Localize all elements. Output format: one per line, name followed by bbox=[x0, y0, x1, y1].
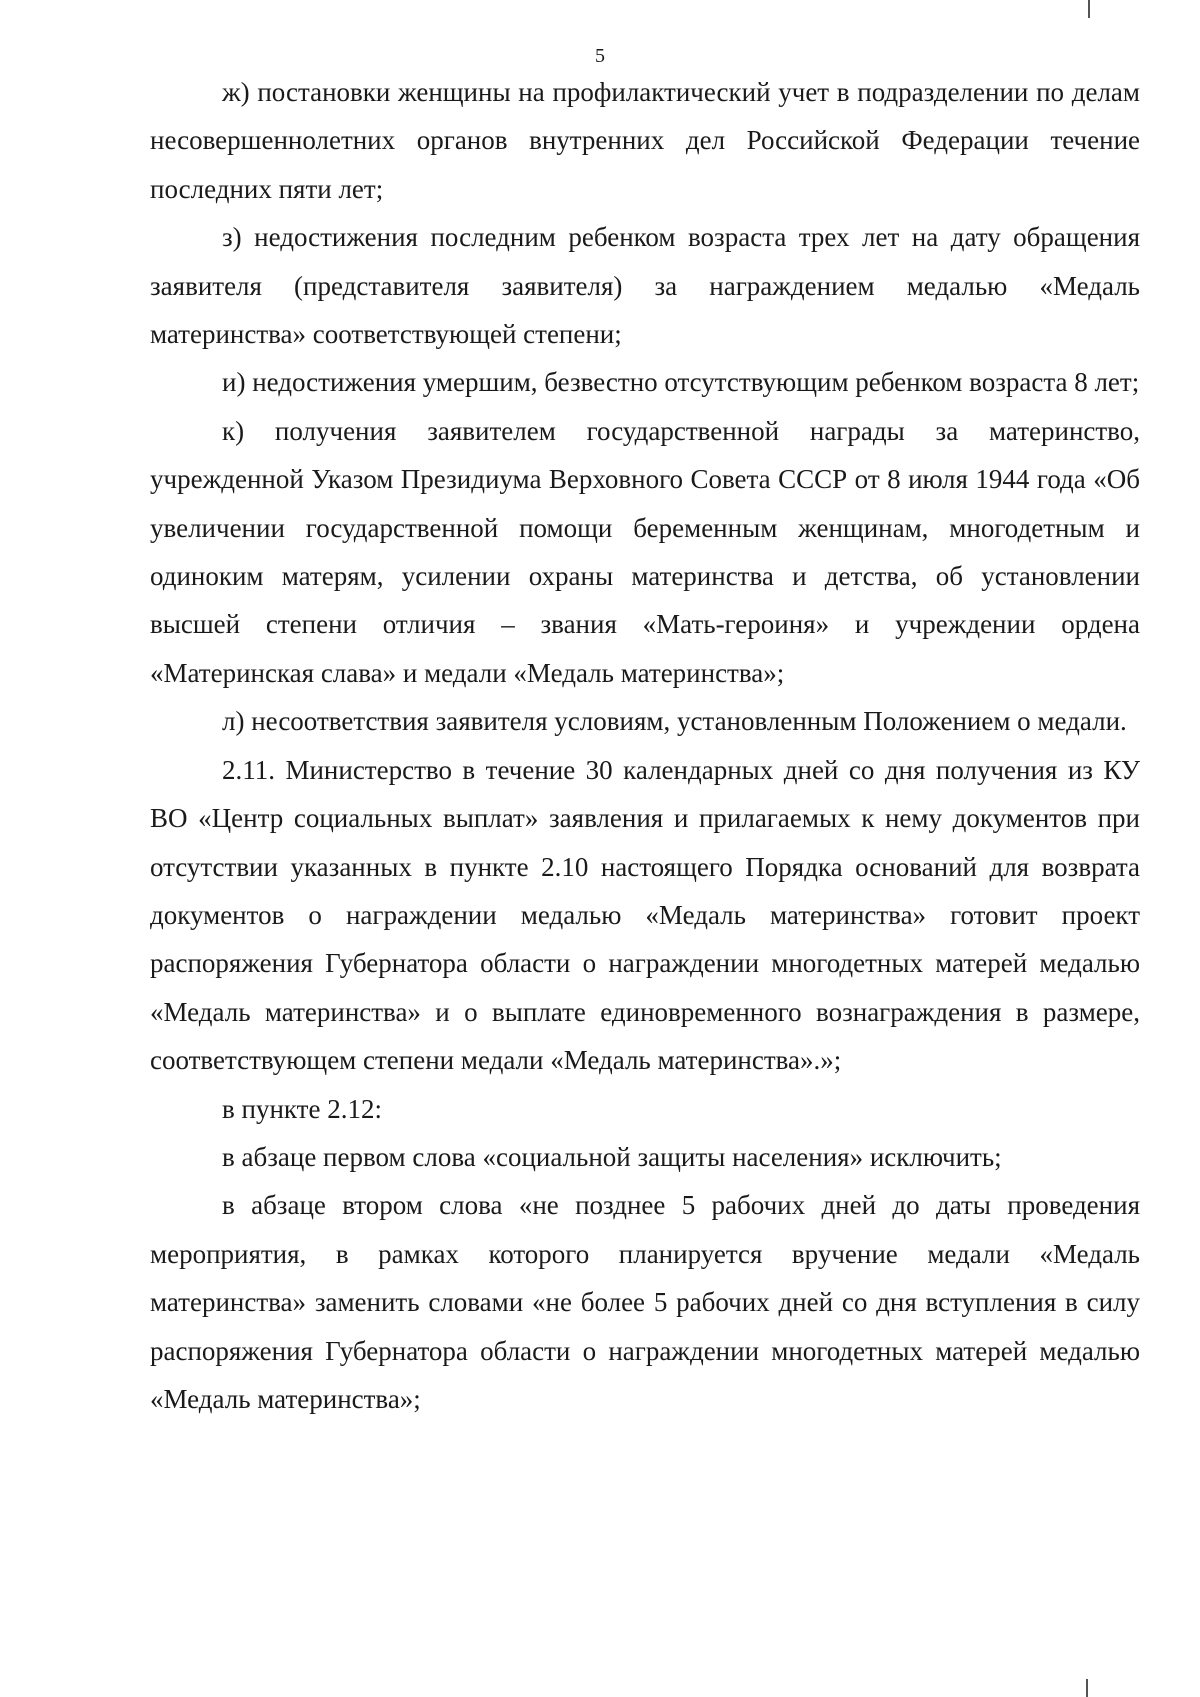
paragraph-item-z: з) недостижения последним ребенком возраста трех лет на дату обращения заявителя (представителя заявителя) за награждением медалью «Медаль материнства» соответствующей степени; bbox=[150, 222, 1140, 350]
paragraph-clause-2-12-intro: в пункте 2.12: bbox=[222, 1093, 382, 1124]
page-number: 5 bbox=[595, 45, 605, 67]
paragraph-item-k: к) получения заявителем государственной награды за материнство, учрежденной Указом Президиума Верховного Совета СССР от 8 июля 1944 года «Об увеличении государственной помощи беременным женщинам, многодетным и одиноким матерям, усилении охраны материнства и детства, об установлении высшей степени отличия – звания «Мать-героиня» и учреждении ордена «Материнская слава» и медали «Медаль материнства»; bbox=[150, 415, 1140, 688]
paragraph-clause-2-11: 2.11. Министерство в течение 30 календарных дней со дня получения из КУ ВО «Центр социальных выплат» заявления и прилагаемых к нему документов при отсутствии указанных в пункте 2.10 настоящего Порядка оснований для возврата документов о награждении медалью «Медаль материнства» готовит проект распоряжения Губернатора области о награждении многодетных матерей медалью «Медаль материнства» и о выплате единовременного вознаграждения в размере, соответствующем степени медали «Медаль материнства».»; bbox=[150, 754, 1140, 1076]
paragraph-item-i: и) недостижения умершим, безвестно отсутствующим ребенком возраста 8 лет; bbox=[222, 367, 1140, 398]
paragraph-clause-2-12-second: в абзаце втором слова «не позднее 5 рабочих дней до даты проведения мероприятия, в рамках которого планируется вручение медали «Медаль материнства» заменить словами «не более 5 рабочих дней со дня вступления в силу распоряжения Губернатора области о награждении многодетных матерей медалью «Медаль материнства»; bbox=[150, 1190, 1140, 1414]
paragraph-item-zh: ж) постановки женщины на профилактический учет в подразделении по делам несовершеннолетних органов внутренних дел Российской Федерации течение последних пяти лет; bbox=[150, 77, 1140, 204]
scan-edge-mark-top bbox=[1088, 0, 1090, 18]
document-body bbox=[150, 68, 1140, 1423]
scan-edge-mark-bottom bbox=[1086, 1679, 1088, 1697]
paragraph-clause-2-12-first: в абзаце первом слова «социальной защиты населения» исключить; bbox=[222, 1141, 1002, 1172]
paragraph-item-l: л) несоответствия заявителя условиям, установленным Положением о медали. bbox=[222, 706, 1127, 737]
